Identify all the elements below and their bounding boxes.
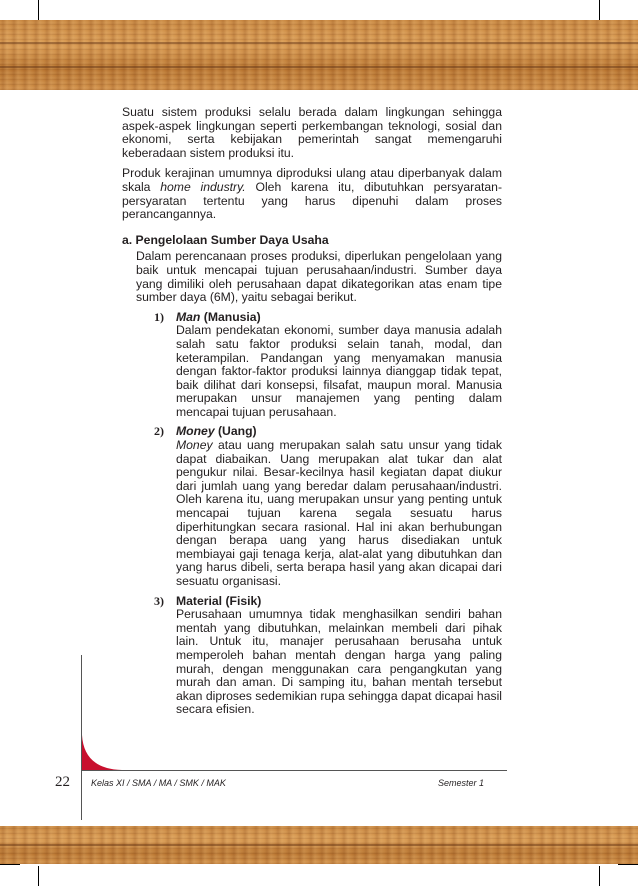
item-heading-rest: Material (Fisik) [176, 593, 262, 608]
crop-mark [599, 0, 600, 20]
section-intro: Dalam perencanaan proses produksi, diperlukan pengelolaan yang baik untuk mencapai tujuan perusahaan/industri. Sumber daya yang dimiliki oleh perusahaan dapat dikategorikan atas enam tipe sumber daya (6M), yaitu sebagai berikut. [136, 249, 502, 305]
text-span: atau uang merupakan salah satu unsur yang tidak dapat diabaikan. Uang merupakan alat tukar dan alat pengukur nilai. Besar-kecilnya hasil kegiatan dapat diukur dari jumlah uang yang beredar dalam perusahaan/industri. Oleh karena itu, uang merupakan unsur yang penting untuk mencapai tujuan karena segala sesuatu harus diperhitungkan secara rasional. Hal ini akan berhubungan dengan berapa uang yang harus disediakan untuk membiayai gaji tenaga kerja, alat-alat yang dibutuhkan dan yang harus dibeli, serta berapa hasil yang akan dicapai dari sesuatu organisasi. [176, 438, 502, 588]
item-heading-rest: (Uang) [214, 424, 257, 439]
section-heading: a. Pengelolaan Sumber Daya Usaha [122, 232, 329, 247]
crop-mark [599, 866, 600, 886]
page-number: 22 [55, 774, 70, 790]
italic-term: Money [176, 438, 213, 453]
footer-book-title: Kelas XI / SMA / MA / SMK / MAK [91, 778, 226, 788]
body-paragraph: Suatu sistem produksi selalu berada dalam lingkungan sehingga aspek-aspek lingkungan seperti perkembangan teknologi, sosial dan ekonomi, serta kebijakan pemerintah sangat memengaruhi keberadaan sistem produksi itu. [122, 105, 502, 160]
item-heading [176, 595, 502, 609]
item-heading-italic: Money [176, 424, 215, 439]
crop-mark [0, 864, 20, 865]
crop-mark [618, 864, 638, 865]
item-heading [176, 425, 502, 439]
list-item [136, 311, 502, 420]
corner-accent-icon [82, 735, 122, 771]
text-span: Produk kerajinan umumnya diproduksi ulang atau diperbanyak dalam skala [122, 166, 502, 194]
italic-term: home industry. [160, 179, 246, 194]
item-text [176, 439, 502, 589]
item-text: Perusahaan umumnya tidak menghasilkan sendiri bahan mentah yang dibutuhkan, melainkan membeli dari pihak lain. Untuk itu, manajer perusahaan berusaha untuk memperoleh bahan mentah dengan harga yang paling murah, dengan menggunakan cara pengangkutan yang murah dan aman. Di samping itu, bahan mentah tersebut akan diproses sedemikian rupa sehingga dapat dicapai hasil secara efisien. [176, 607, 502, 717]
list-item [136, 595, 502, 717]
footer-rule [82, 770, 507, 771]
body-paragraph [122, 167, 502, 221]
section-body [122, 250, 502, 717]
footer-semester: Semester 1 [438, 778, 485, 788]
crop-mark [38, 0, 39, 20]
crop-mark [38, 866, 39, 886]
item-number: 3) [154, 593, 164, 608]
list-item [136, 425, 502, 588]
item-number: 2) [154, 424, 164, 439]
wood-header-banner [0, 20, 638, 90]
item-heading-italic: Man [176, 309, 201, 324]
wood-footer-banner [0, 826, 638, 864]
item-heading [176, 311, 502, 325]
text-span: Oleh karena itu, dibutuhkan persyaratan-persyaratan tertentu yang harus dipenuhi dalam proses perancangannya. [122, 179, 503, 222]
item-number: 1) [154, 309, 164, 324]
page-content [122, 106, 502, 722]
item-text: Dalam pendekatan ekonomi, sumber daya manusia adalah salah satu faktor produksi selain tanah, modal, dan keterampilan. Pandangan yang menyamakan manusia dengan faktor-faktor produksi lainnya dianggap tidak tepat, baik dilihat dari konsepsi, filsafat, maupun moral. Manusia merupakan unsur manajemen yang penting dalam mencapai tujuan perusahaan. [176, 323, 502, 419]
item-heading-rest: (Manusia) [200, 309, 261, 324]
